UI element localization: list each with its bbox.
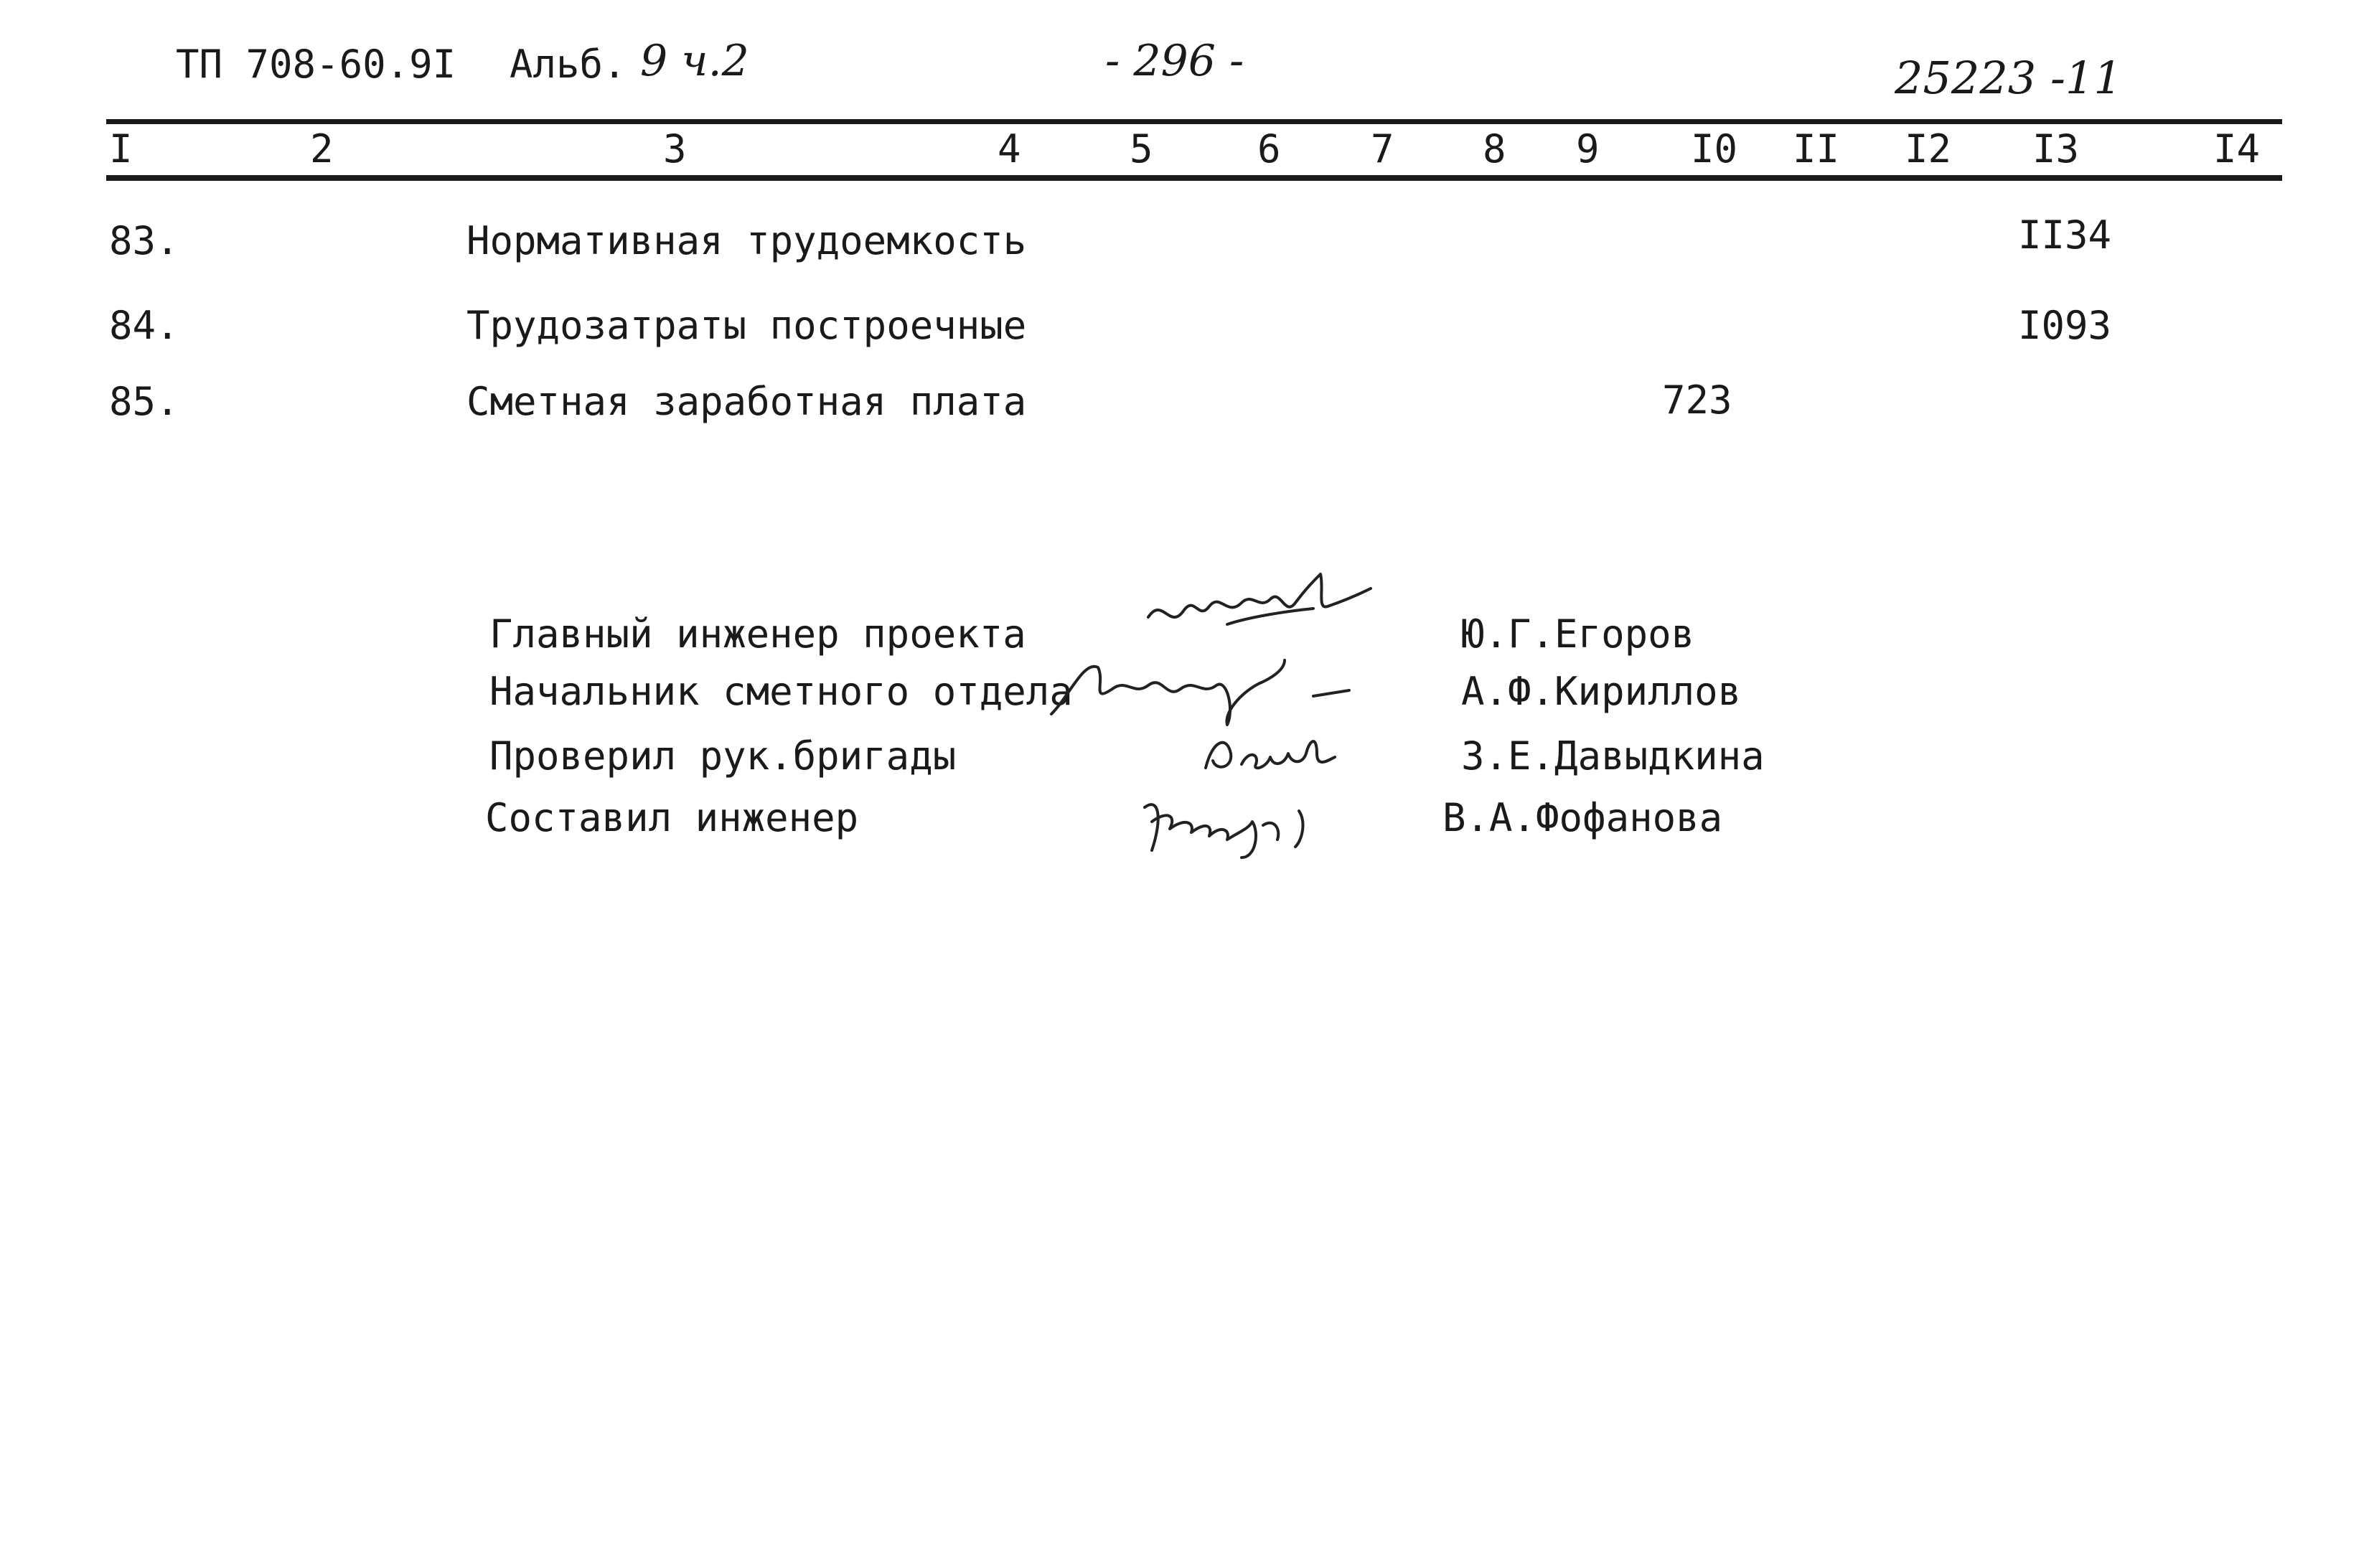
table-header-rule bbox=[106, 175, 2282, 181]
column-header: I2 bbox=[1905, 126, 1952, 172]
column-header: I4 bbox=[2213, 126, 2261, 172]
row-number: 83. bbox=[109, 218, 179, 263]
album-label: Альб. bbox=[510, 42, 627, 87]
column-header: I0 bbox=[1691, 126, 1738, 172]
column-header: II bbox=[1793, 126, 1840, 172]
signatory-name: Ю.Г.Егоров bbox=[1461, 611, 1695, 657]
column-header: 2 bbox=[310, 126, 334, 172]
column-header: I3 bbox=[2032, 126, 2080, 172]
column-header: I bbox=[109, 126, 133, 172]
table-top-rule bbox=[106, 119, 2282, 124]
signatory-name: В.А.Фофанова bbox=[1442, 795, 1723, 840]
column-header: 9 bbox=[1576, 126, 1600, 172]
page-number: - 296 - bbox=[1105, 36, 1244, 86]
signatory-role: Составил инженер bbox=[485, 795, 859, 840]
column-header: 4 bbox=[998, 126, 1021, 172]
row-value-col13: II34 bbox=[2018, 212, 2112, 258]
column-header: 7 bbox=[1371, 126, 1394, 172]
signatory-name: З.Е.Давыдкина bbox=[1461, 733, 1765, 779]
row-number: 84. bbox=[109, 303, 179, 348]
signatory-role: Главный инженер проекта bbox=[489, 611, 1026, 657]
archive-number: 25223 -11 bbox=[1895, 52, 2122, 104]
row-value-col13: I093 bbox=[2018, 303, 2112, 348]
signatory-role: Проверил рук.бригады bbox=[489, 733, 957, 779]
signature-egorov bbox=[1141, 567, 1399, 653]
row-label: Нормативная трудоемкость bbox=[466, 218, 1027, 263]
column-header: 3 bbox=[663, 126, 687, 172]
signatory-name: А.Ф.Кириллов bbox=[1461, 669, 1742, 714]
row-value-col10: 723 bbox=[1662, 377, 1732, 423]
column-header: 8 bbox=[1483, 126, 1506, 172]
signatory-role: Начальник сметного отдела bbox=[489, 669, 1073, 714]
signature-fofanova bbox=[1134, 789, 1335, 861]
album-number: 9 ч.2 bbox=[640, 36, 749, 86]
row-label: Сметная заработная плата bbox=[466, 379, 1027, 424]
document-code: ТП 708-60.9I bbox=[176, 42, 456, 87]
signature-davydkina bbox=[1198, 725, 1356, 782]
column-header: 5 bbox=[1130, 126, 1153, 172]
row-label: Трудозатраты построечные bbox=[466, 303, 1027, 348]
signature-kirillov bbox=[1048, 646, 1364, 732]
row-number: 85. bbox=[109, 379, 179, 424]
column-header: 6 bbox=[1257, 126, 1281, 172]
